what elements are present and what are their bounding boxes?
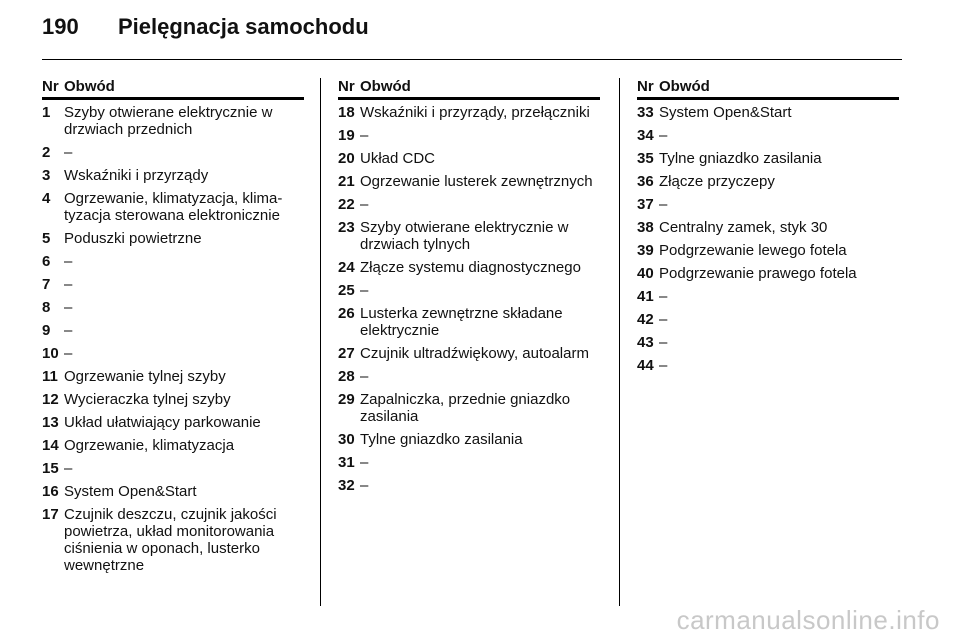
table-header [42,78,304,100]
fuse-number: 25 [338,282,355,299]
circuit-name: – [64,460,73,477]
table-row [42,506,304,574]
circuit-name: – [360,127,369,144]
fuse-number: 17 [42,506,59,523]
table-row [637,265,899,282]
circuit-name: – [659,288,668,305]
circuit-name: Wskaźniki i przyrządy, przełączniki [360,104,590,121]
circuit-name: – [659,334,668,351]
table-row [637,242,899,259]
circuit-name: – [659,196,668,213]
header-nr: Nr [637,78,654,95]
circuit-name: – [360,368,369,385]
fuse-number: 39 [637,242,654,259]
watermark: carmanualsonline.info [676,605,940,635]
fuse-number: 15 [42,460,59,477]
fuse-number: 28 [338,368,355,385]
circuit-name: Tylne gniazdko zasilania [659,150,822,167]
table-row [42,230,304,247]
fuse-number: 31 [338,454,355,471]
fuse-number: 34 [637,127,654,144]
header-nr: Nr [338,78,355,95]
circuit-name: – [659,311,668,328]
fuse-number: 21 [338,173,355,190]
fuse-number: 32 [338,477,355,494]
header-circuit: Obwód [659,78,710,95]
circuit-name: – [64,276,73,293]
fuse-number: 10 [42,345,59,362]
fuse-number: 43 [637,334,654,351]
fuse-number: 4 [42,190,51,207]
circuit-name: Układ ułatwiający parkowanie [64,414,261,431]
circuit-name: Wskaźniki i przyrządy [64,167,209,184]
table-row [42,483,304,500]
fuse-number: 35 [637,150,654,167]
fuse-number: 30 [338,431,355,448]
table-row [338,173,600,190]
circuit-name: – [659,127,668,144]
table-row [637,334,899,351]
fuse-number: 2 [42,144,51,161]
fuse-table-column-3 [637,78,899,380]
circuit-name: System Open&Start [659,104,792,121]
circuit-name: Szyby otwierane elektrycznie w drzwiach przednich [64,104,273,138]
fuse-table-column-1 [42,78,304,580]
table-row [637,150,899,167]
fuse-table-column-2 [338,78,600,500]
circuit-name: Podgrzewanie prawego fotela [659,265,857,282]
circuit-name: – [64,299,73,316]
table-row [637,357,899,374]
fuse-number: 9 [42,322,51,339]
fuse-number: 24 [338,259,355,276]
page-header [42,14,369,50]
circuit-name: – [360,196,369,213]
circuit-name: Złącze przyczepy [659,173,775,190]
circuit-name: – [64,322,73,339]
table-rows [42,104,304,574]
fuse-number: 16 [42,483,59,500]
circuit-name: Czujnik deszczu, czujnik jakości powietrza, układ monitorowania ciśnienia w oponach, lusterko wewnętrzne [64,506,277,574]
fuse-number: 8 [42,299,51,316]
table-row [42,276,304,293]
table-row [42,345,304,362]
table-row [338,282,600,299]
fuse-number: 44 [637,357,654,374]
table-row [42,368,304,385]
fuse-number: 19 [338,127,355,144]
table-row [42,167,304,184]
circuit-name: Ogrzewanie, klimatyzacja [64,437,235,454]
table-row [338,454,600,471]
circuit-name: Ogrzewanie, klimatyzacja, klimatyzacja sterowana elektronicznie [64,190,283,224]
table-row [338,368,600,385]
circuit-name: System Open&Start [64,483,197,500]
table-row [338,259,600,276]
circuit-name: Podgrzewanie lewego fotela [659,242,847,259]
table-row [338,127,600,144]
table-row [338,345,600,362]
fuse-number: 11 [42,368,58,385]
circuit-name: Zapalniczka, przednie gniazdko zasilania [360,391,571,425]
circuit-name: Tylne gniazdko zasilania [360,431,523,448]
circuit-name: – [360,282,369,299]
table-rows [637,104,899,374]
table-row [338,219,600,253]
circuit-name: – [659,357,668,374]
table-row [338,305,600,339]
fuse-number: 13 [42,414,59,431]
fuse-number: 6 [42,253,51,270]
circuit-name: Złącze systemu diagnostycznego [360,259,581,276]
header-circuit: Obwód [64,78,115,95]
table-row [42,414,304,431]
page-title: Pielęgnacja samochodu [118,14,369,39]
circuit-name: Lusterka zewnętrzne składane elektrycznie [360,305,563,339]
fuse-number: 22 [338,196,355,213]
header-divider [42,59,902,60]
circuit-name: – [360,454,369,471]
circuit-name: Centralny zamek, styk 30 [659,219,828,236]
fuse-number: 3 [42,167,51,184]
page-number: 190 [42,14,79,39]
table-row [637,196,899,213]
table-row [338,196,600,213]
table-row [42,437,304,454]
fuse-number: 38 [637,219,654,236]
circuit-name: Układ CDC [360,150,436,167]
fuse-number: 14 [42,437,59,454]
table-row [42,253,304,270]
fuse-number: 5 [42,230,51,247]
table-header [338,78,600,100]
circuit-name: – [64,144,73,161]
table-row [637,127,899,144]
table-row [338,104,600,121]
fuse-number: 7 [42,276,51,293]
table-row [42,460,304,477]
fuse-number: 42 [637,311,654,328]
table-row [42,299,304,316]
table-rows [338,104,600,494]
circuit-name: Wycieraczka tylnej szyby [64,391,231,408]
fuse-number: 27 [338,345,355,362]
table-row [338,477,600,494]
table-row [637,173,899,190]
fuse-number: 26 [338,305,355,322]
circuit-name: – [64,345,73,362]
header-circuit: Obwód [360,78,411,95]
table-header [637,78,899,100]
fuse-number: 23 [338,219,355,236]
fuse-number: 1 [42,104,51,121]
fuse-number: 20 [338,150,355,167]
table-row [637,219,899,236]
table-row [42,144,304,161]
circuit-name: Szyby otwierane elektrycznie w drzwiach tylnych [360,219,569,253]
circuit-name: Poduszki powietrzne [64,230,202,247]
circuit-name: Ogrzewanie lusterek zewnętrznych [360,173,593,190]
circuit-name: – [360,477,369,494]
table-row [42,190,304,224]
table-row [338,391,600,425]
table-row [637,288,899,305]
column-divider [320,78,321,606]
fuse-number: 33 [637,104,654,121]
fuse-number: 18 [338,104,355,121]
table-row [42,322,304,339]
table-row [637,311,899,328]
table-row [42,104,304,138]
fuse-number: 40 [637,265,654,282]
table-row [338,150,600,167]
fuse-number: 36 [637,173,654,190]
column-divider [619,78,620,606]
fuse-number: 37 [637,196,654,213]
table-row [338,431,600,448]
circuit-name: – [64,253,73,270]
fuse-number: 41 [637,288,654,305]
fuse-number: 12 [42,391,59,408]
fuse-number: 29 [338,391,355,408]
header-nr: Nr [42,78,59,95]
table-row [637,104,899,121]
circuit-name: Ogrzewanie tylnej szyby [64,368,226,385]
circuit-name: Czujnik ultradźwiękowy, autoalarm [360,345,589,362]
table-row [42,391,304,408]
